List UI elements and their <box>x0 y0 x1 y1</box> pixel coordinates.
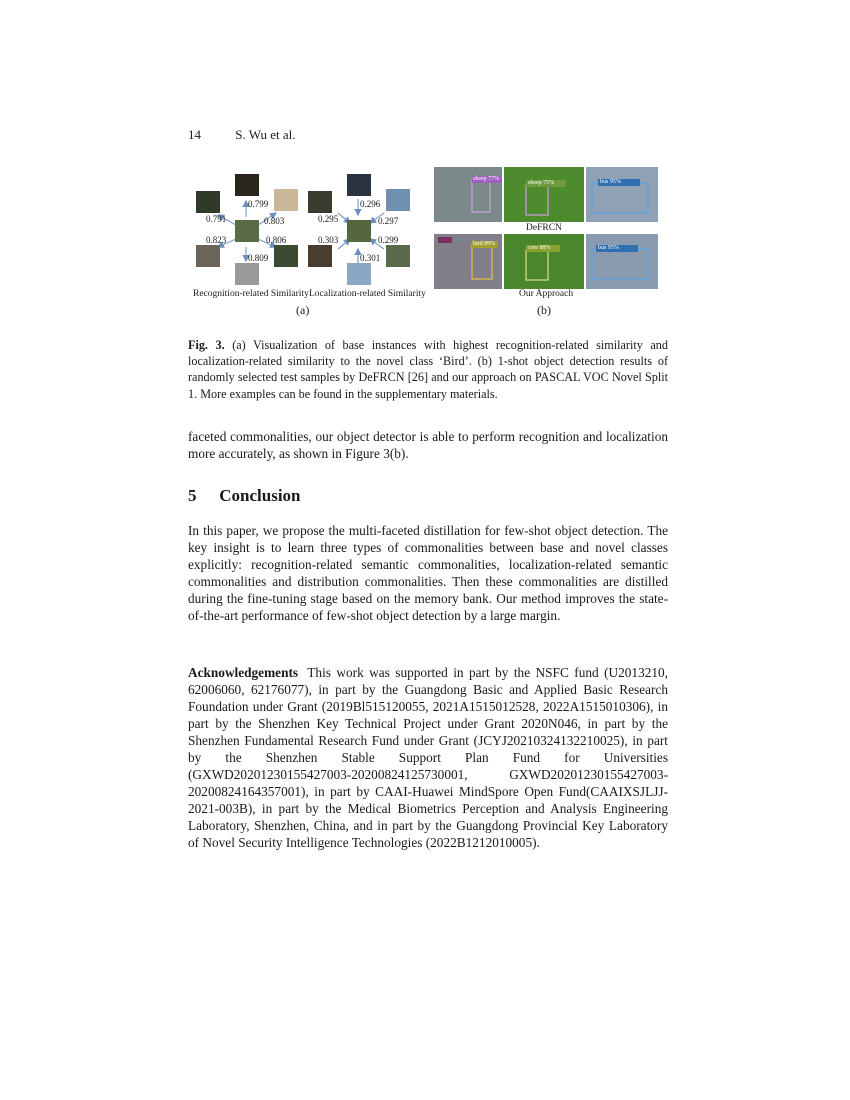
thumb-bird-center <box>235 220 259 242</box>
box-label-r1-1: sheep 77% <box>473 176 500 182</box>
box-label-r1-3: bus 95% <box>600 179 621 185</box>
photo-cow-2 <box>504 234 584 289</box>
rec-score-upper-right: 0.803 <box>264 216 285 226</box>
rec-score-bottom: 0.809 <box>248 253 269 263</box>
thumb-sheep <box>196 245 220 267</box>
label-our-approach: Our Approach <box>519 289 574 299</box>
loc-score-bottom: 0.301 <box>360 253 381 263</box>
rec-score-lower-left: 0.823 <box>206 235 227 245</box>
acknowledgements-text: This work was supported in part by the NSFC fund (U2013210, 62006060, 62176077), in part by the Guangdong Basic and Applied Basic Research Foundation under Grant (2019Bl515120055, 2021A1515012528, 2022A1515010306), in part by the Shenzhen Key Technical Project under Grant 2020N046, in part by the Shenzhen Fundamental Research Fund under Grant (JCYJ20210324132210025), in part by the Shenzhen Stable Support Plan Fund for Universities (GXWD20201230155427003-20200824125730001, GXWD20201230155427003-20200824164357001), in part by CAAI-Huawei MindSpore Open Fund(CAAIXSJLJJ-2021-003B), in part by the Medical Biometrics Perception and Analysis Engineering Laboratory, Shenzhen, China, and in part by the Guangdong Provincial Key Laboratory of Novel Security Intelligence Technologies (2022B1212010005). <box>188 665 668 850</box>
section-heading <box>188 486 301 506</box>
thumb-horse <box>235 174 259 196</box>
thumb-boat <box>347 263 371 285</box>
box-label-r2-1: bird 89% <box>473 241 496 247</box>
conclusion-paragraph: In this paper, we propose the multi-faceted distillation for few-shot object detection. The key insight is to learn three types of commonalities between base and novel classes explicitly: recognition-related semantic commonalities, localization-related semantic commonalities and distribution commonalities. Then these commonalities are distilled during the fine-tuning stage based on the memory bank. Our method improves the state-of-the-art performance of few-shot object detection by a large margin. <box>188 523 668 623</box>
thumb-person <box>235 263 259 285</box>
loc-score-lower-left: 0.303 <box>318 235 339 245</box>
thumb-plane <box>386 189 410 211</box>
box-label-r2-3: bus 95% <box>598 245 619 251</box>
loc-score-upper-right: 0.297 <box>378 216 399 226</box>
running-title: S. Wu et al. <box>235 127 296 142</box>
label-defrcn: DeFRCN <box>526 223 562 233</box>
section-title: Conclusion <box>219 486 301 505</box>
caption-label: Fig. 3. <box>188 338 225 352</box>
recognition-cluster <box>196 174 298 285</box>
page-number: 14 <box>188 127 201 142</box>
label-recognition-similarity: Recognition-related Similarity <box>193 289 309 299</box>
photo-cow-1 <box>504 167 584 222</box>
loc-score-lower-right: 0.299 <box>378 235 399 245</box>
thumb-dog <box>196 191 220 213</box>
panel-b-row-2 <box>434 234 658 289</box>
sublabel-b: (b) <box>537 303 551 317</box>
rec-score-upper-left: 0.791 <box>206 214 227 224</box>
thumb-dog3 <box>386 245 410 267</box>
section-number: 5 <box>188 486 197 505</box>
acknowledgements-title: Acknowledgements <box>188 665 299 680</box>
thumb-horse2 <box>308 191 332 213</box>
running-header <box>188 127 296 143</box>
figure-3 <box>188 165 662 325</box>
loc-score-upper-left: 0.295 <box>318 214 339 224</box>
photo-bus-1 <box>586 167 658 222</box>
sublabel-a: (a) <box>296 303 310 317</box>
figure-graphic <box>188 165 662 325</box>
loc-score-top: 0.296 <box>360 199 381 209</box>
rec-score-lower-right: 0.806 <box>266 235 287 245</box>
thumb-bird-center2 <box>347 220 371 242</box>
photo-bus-2 <box>586 234 658 289</box>
rec-score-top: 0.799 <box>248 199 269 209</box>
thumb-cat <box>274 189 298 211</box>
body-paragraph: faceted commonalities, our object detector is able to perform recognition and localization more accurately, as shown in Figure 3(b). <box>188 429 668 461</box>
thumb-cow <box>274 245 298 267</box>
thumb-dog2 <box>308 245 332 267</box>
acknowledgements <box>188 664 668 851</box>
thumb-car <box>347 174 371 196</box>
box-label-r2-2: cow 88% <box>528 245 551 251</box>
box-label-r1-2: sheep 75% <box>528 180 555 186</box>
figure-caption <box>188 337 668 402</box>
panel-b-row-1 <box>434 167 658 222</box>
caption-text: (a) Visualization of base instances with highest recognition-related similarity and localization-related similarity to the novel class ‘Bird’. (b) 1-shot object detection results of randomly selected test samples by DeFRCN [26] and our approach on PASCAL VOC Novel Split 1. More examples can be found in the supplementary materials. <box>188 338 668 401</box>
label-localization-similarity: Localization-related Similarity <box>309 289 426 299</box>
localization-cluster <box>308 174 410 285</box>
